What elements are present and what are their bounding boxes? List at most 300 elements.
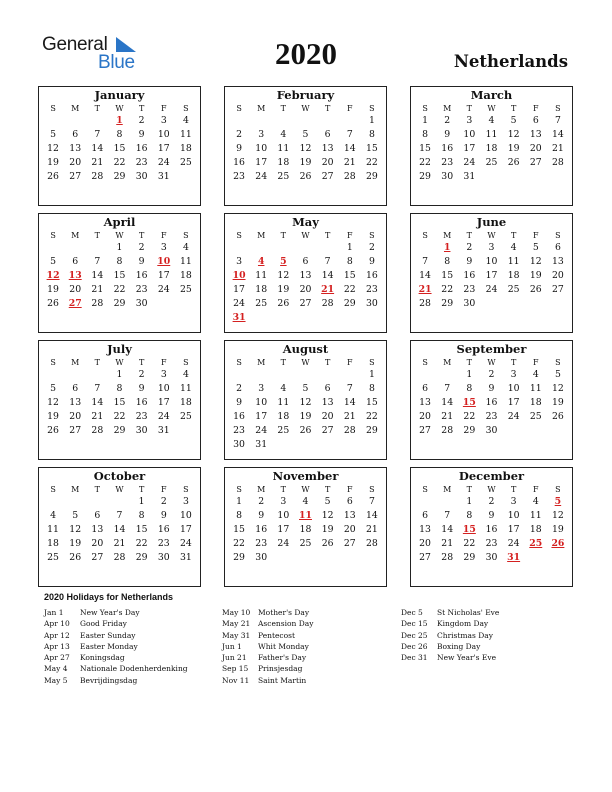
empty-day	[153, 297, 175, 311]
week-row	[225, 551, 386, 565]
day: 24	[233, 298, 245, 309]
day: 2	[488, 496, 495, 507]
day: 22	[135, 538, 148, 549]
weekday-label: T	[94, 231, 101, 240]
day: 6	[324, 129, 331, 140]
month-title: April	[103, 215, 136, 229]
month-title: May	[292, 215, 319, 229]
month-november	[224, 467, 387, 587]
holiday-date: May 10	[222, 608, 251, 617]
logo-text-blue: Blue	[98, 52, 135, 73]
holiday-name: Pentecost	[258, 630, 296, 640]
day: 26	[47, 298, 59, 309]
day: 21	[343, 157, 356, 168]
day: 20	[419, 411, 431, 422]
day: 11	[277, 397, 290, 408]
day: 6	[346, 496, 353, 507]
day: 20	[299, 284, 312, 295]
day: 30	[135, 171, 148, 182]
empty-day	[272, 311, 294, 325]
day: 14	[91, 397, 104, 408]
empty-day	[86, 114, 108, 128]
weekday-label: T	[94, 485, 101, 494]
holiday-item	[222, 630, 392, 641]
day: 26	[277, 298, 290, 309]
day: 28	[551, 157, 564, 168]
holiday-day: 10	[232, 270, 246, 281]
weekday-label: S	[422, 358, 428, 367]
day: 11	[485, 129, 498, 140]
day: 26	[507, 157, 520, 168]
day: 12	[321, 510, 334, 521]
month-october	[38, 467, 201, 587]
week-row	[225, 509, 386, 523]
day: 14	[91, 143, 104, 154]
day: 17	[157, 270, 170, 281]
day: 19	[47, 284, 59, 295]
day: 25	[529, 411, 542, 422]
day: 13	[321, 397, 334, 408]
holiday-day: 31	[232, 312, 246, 323]
empty-day	[175, 424, 197, 438]
empty-day	[86, 241, 108, 255]
day: 28	[91, 425, 104, 436]
empty-day	[64, 241, 86, 255]
week-row	[411, 297, 572, 311]
week-row	[225, 438, 386, 452]
day: 25	[179, 157, 192, 168]
day: 14	[343, 397, 356, 408]
weekday-label: S	[183, 231, 189, 240]
week-row	[225, 128, 386, 142]
holiday-date: May 4	[44, 664, 68, 674]
day: 24	[277, 538, 290, 549]
day: 9	[138, 383, 145, 394]
day: 16	[365, 270, 378, 281]
empty-day	[294, 114, 316, 128]
day: 27	[69, 425, 82, 436]
day: 8	[116, 383, 123, 394]
day: 13	[69, 143, 82, 154]
day: 3	[182, 496, 189, 507]
day: 1	[466, 496, 473, 507]
weekday-label: T	[510, 231, 517, 240]
holiday-day: 31	[507, 552, 521, 563]
holiday-name: Prinsjesdag	[258, 664, 303, 674]
day: 15	[365, 143, 378, 154]
day: 12	[299, 397, 312, 408]
day: 2	[258, 496, 265, 507]
month-title: August	[282, 342, 329, 356]
day: 24	[157, 157, 170, 168]
weekday-label: T	[94, 358, 101, 367]
day: 4	[302, 496, 309, 507]
day: 23	[463, 284, 476, 295]
day: 30	[441, 171, 454, 182]
day: 8	[368, 129, 375, 140]
day: 13	[419, 524, 431, 535]
empty-day	[250, 114, 272, 128]
holiday-date: Jun 1	[222, 641, 242, 651]
day: 7	[94, 129, 101, 140]
day: 16	[135, 143, 148, 154]
month-september	[410, 340, 573, 460]
month-august	[224, 340, 387, 460]
day: 12	[507, 129, 520, 140]
day: 8	[138, 510, 145, 521]
week-row	[225, 156, 386, 170]
holiday-date: May 21	[222, 619, 251, 629]
day: 25	[47, 552, 59, 563]
day: 22	[113, 411, 126, 422]
day: 6	[72, 129, 79, 140]
holiday-day: 1	[116, 115, 123, 126]
day: 14	[441, 397, 454, 408]
day: 12	[47, 143, 59, 154]
weekday-label: W	[487, 485, 496, 494]
day: 29	[233, 552, 245, 563]
weekday-label: S	[183, 485, 189, 494]
day: 8	[368, 383, 375, 394]
day: 29	[113, 171, 126, 182]
day: 3	[488, 242, 495, 253]
holiday-date: Apr 10	[44, 619, 70, 629]
day: 18	[277, 411, 290, 422]
weekday-label: T	[510, 358, 517, 367]
week-row	[39, 382, 200, 396]
week-row	[411, 495, 572, 509]
day: 20	[69, 284, 82, 295]
week-row	[39, 255, 200, 269]
day: 13	[419, 397, 431, 408]
day: 5	[510, 115, 517, 126]
weekday-label: S	[183, 358, 189, 367]
week-row	[39, 537, 200, 551]
week-row	[39, 410, 200, 424]
holiday-name: Good Friday	[80, 619, 127, 629]
holiday-name: Easter Sunday	[80, 630, 136, 640]
day: 7	[422, 256, 429, 267]
month-january	[38, 86, 201, 206]
week-row	[39, 523, 200, 537]
day: 17	[157, 397, 170, 408]
day: 4	[510, 242, 517, 253]
day: 6	[554, 242, 561, 253]
day: 6	[72, 256, 79, 267]
empty-day	[175, 170, 197, 184]
day: 11	[179, 256, 192, 267]
day: 8	[236, 510, 243, 521]
empty-day	[317, 551, 339, 565]
day: 22	[113, 157, 126, 168]
day: 27	[299, 298, 312, 309]
day: 28	[365, 538, 378, 549]
holiday-item	[44, 607, 214, 618]
day: 17	[255, 157, 268, 168]
day: 24	[157, 284, 170, 295]
week-row	[411, 523, 572, 537]
day: 20	[91, 538, 104, 549]
day: 2	[236, 383, 243, 394]
empty-day	[42, 495, 64, 509]
week-row	[39, 283, 200, 297]
day: 22	[113, 284, 126, 295]
weekday-header	[225, 230, 386, 241]
week-row	[39, 170, 200, 184]
empty-day	[436, 495, 458, 509]
day: 30	[365, 298, 378, 309]
weekday-label: T	[138, 104, 145, 113]
empty-day	[294, 311, 316, 325]
day: 26	[551, 411, 564, 422]
empty-day	[361, 551, 383, 565]
empty-day	[436, 368, 458, 382]
day: 17	[507, 524, 520, 535]
empty-day	[547, 297, 569, 311]
week-row	[225, 311, 386, 325]
month-april	[38, 213, 201, 333]
day: 10	[463, 129, 476, 140]
day: 13	[299, 270, 312, 281]
weekday-label: T	[466, 231, 473, 240]
week-row	[225, 495, 386, 509]
day: 16	[485, 397, 498, 408]
day: 26	[69, 552, 82, 563]
week-row	[225, 142, 386, 156]
day: 5	[554, 369, 561, 380]
month-title: March	[470, 88, 513, 102]
day: 20	[321, 411, 334, 422]
empty-day	[272, 114, 294, 128]
day: 18	[277, 157, 290, 168]
week-row	[225, 368, 386, 382]
day: 6	[72, 383, 79, 394]
weekday-label: M	[443, 231, 452, 240]
day: 12	[277, 270, 290, 281]
holiday-day: 25	[529, 538, 543, 549]
month-title: February	[276, 88, 335, 102]
weekday-header	[411, 230, 572, 241]
day: 10	[507, 510, 520, 521]
day: 2	[444, 115, 451, 126]
weekday-header	[39, 230, 200, 241]
weekday-label: S	[369, 485, 375, 494]
year-title: 2020	[275, 36, 337, 71]
month-title: December	[458, 469, 525, 483]
day: 28	[419, 298, 431, 309]
day: 23	[233, 425, 245, 436]
day: 18	[255, 284, 268, 295]
day: 18	[529, 397, 542, 408]
week-row	[39, 509, 200, 523]
weekday-label: T	[466, 358, 473, 367]
day: 1	[466, 369, 473, 380]
week-row	[225, 382, 386, 396]
week-row	[39, 114, 200, 128]
empty-day	[525, 170, 547, 184]
day: 27	[419, 552, 431, 563]
week-row	[39, 142, 200, 156]
day: 14	[113, 524, 126, 535]
holiday-column	[44, 607, 214, 686]
empty-day	[250, 241, 272, 255]
weekday-label: T	[138, 485, 145, 494]
logo-text-general: General	[42, 34, 108, 55]
week-row	[225, 170, 386, 184]
day: 2	[368, 242, 375, 253]
day: 19	[299, 157, 312, 168]
day: 27	[91, 552, 104, 563]
day: 3	[510, 496, 517, 507]
day: 1	[368, 369, 375, 380]
day: 12	[69, 524, 82, 535]
weekday-label: M	[71, 104, 80, 113]
weekday-label: S	[422, 231, 428, 240]
day: 26	[529, 284, 542, 295]
weekday-label: F	[160, 485, 167, 494]
week-row	[39, 495, 200, 509]
day: 13	[321, 143, 334, 154]
weekday-label: S	[555, 104, 561, 113]
day: 26	[47, 171, 59, 182]
day: 15	[419, 143, 431, 154]
holiday-date: Dec 31	[401, 653, 428, 663]
week-row	[225, 114, 386, 128]
weekday-label: T	[138, 358, 145, 367]
empty-day	[228, 241, 250, 255]
day: 4	[532, 369, 539, 380]
holiday-date: May 5	[44, 675, 68, 685]
week-row	[225, 424, 386, 438]
day: 9	[138, 256, 145, 267]
month-title: January	[94, 88, 145, 102]
holiday-day: 11	[299, 510, 312, 521]
weekday-label: T	[510, 485, 517, 494]
holiday-item	[401, 630, 571, 641]
holiday-name: New Year's Eve	[437, 653, 497, 663]
holiday-day: 5	[554, 496, 562, 507]
weekday-label: F	[160, 104, 167, 113]
day: 15	[135, 524, 148, 535]
day: 29	[463, 425, 476, 436]
day: 7	[324, 256, 331, 267]
holiday-name: Boxing Day	[437, 641, 481, 651]
holiday-item	[44, 618, 214, 629]
day: 2	[138, 115, 145, 126]
weekday-label: M	[257, 231, 266, 240]
day: 20	[551, 270, 564, 281]
day: 6	[422, 383, 429, 394]
day: 11	[255, 270, 268, 281]
holiday-column	[401, 607, 571, 663]
day: 7	[444, 510, 451, 521]
weekday-label: M	[71, 231, 80, 240]
day: 25	[277, 425, 290, 436]
day: 26	[299, 425, 312, 436]
week-row	[411, 283, 572, 297]
day: 28	[343, 425, 356, 436]
day: 17	[179, 524, 192, 535]
empty-day	[503, 424, 525, 438]
weekday-label: S	[236, 485, 242, 494]
week-row	[411, 269, 572, 283]
day: 4	[532, 496, 539, 507]
empty-day	[339, 368, 361, 382]
empty-day	[250, 311, 272, 325]
day: 4	[280, 383, 287, 394]
day: 23	[233, 171, 245, 182]
day: 4	[50, 510, 57, 521]
weekday-label: M	[71, 358, 80, 367]
day: 29	[441, 298, 454, 309]
day: 29	[113, 425, 126, 436]
day: 17	[277, 524, 290, 535]
empty-day	[86, 495, 108, 509]
week-row	[411, 156, 572, 170]
day: 11	[47, 524, 59, 535]
month-june	[410, 213, 573, 333]
empty-day	[228, 368, 250, 382]
holiday-date: Dec 5	[401, 608, 423, 617]
day: 25	[179, 284, 192, 295]
day: 18	[179, 143, 192, 154]
holiday-name: St Nicholas' Eve	[437, 608, 500, 617]
weekday-label: T	[324, 485, 331, 494]
day: 11	[277, 143, 290, 154]
day: 20	[69, 157, 82, 168]
holiday-date: May 31	[222, 630, 251, 640]
empty-day	[64, 368, 86, 382]
empty-day	[64, 114, 86, 128]
holiday-day: 27	[68, 298, 82, 309]
day: 30	[463, 298, 476, 309]
holiday-date: Apr 27	[44, 653, 70, 663]
empty-day	[547, 424, 569, 438]
day: 23	[157, 538, 170, 549]
day: 28	[91, 298, 104, 309]
day: 11	[179, 129, 192, 140]
weekday-label: W	[487, 104, 496, 113]
day: 29	[135, 552, 148, 563]
day: 21	[91, 284, 104, 295]
day: 29	[365, 425, 378, 436]
day: 24	[255, 171, 268, 182]
empty-day	[525, 424, 547, 438]
day: 15	[343, 270, 356, 281]
day: 20	[69, 411, 82, 422]
holiday-date: Nov 11	[222, 675, 250, 685]
day: 19	[507, 143, 520, 154]
day: 12	[47, 397, 59, 408]
day: 25	[507, 284, 520, 295]
weekday-label: W	[115, 231, 124, 240]
day: 8	[466, 510, 473, 521]
week-row	[225, 283, 386, 297]
month-may	[224, 213, 387, 333]
week-row	[225, 255, 386, 269]
empty-day	[480, 170, 502, 184]
holiday-item	[222, 618, 392, 629]
day: 16	[135, 270, 148, 281]
day: 10	[179, 510, 192, 521]
empty-day	[294, 241, 316, 255]
day: 6	[422, 510, 429, 521]
weekday-label: S	[369, 358, 375, 367]
day: 16	[157, 524, 170, 535]
day: 22	[463, 538, 476, 549]
day: 7	[444, 383, 451, 394]
weekday-header	[39, 103, 200, 114]
